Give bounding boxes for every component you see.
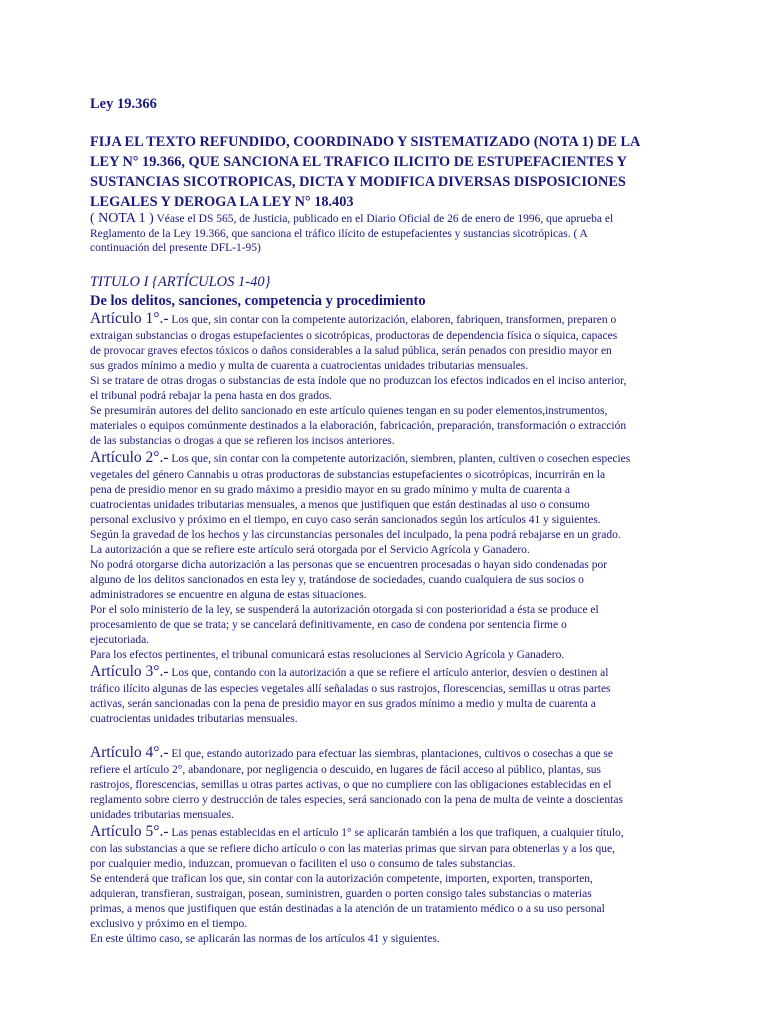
article-1 xyxy=(90,310,680,449)
article-line: tráfico ilícito algunas de las especies vegetales allí señaladas o sus rastrojos, florescencias, semillas u otras partes xyxy=(90,682,611,695)
article-line: cuatrocientas unidades tributarias mensuales, a menos que justifiquen que están destinadas al uso o consumo xyxy=(90,498,590,511)
article-text: El que, estando autorizado para efectuar las siembras, plantaciones, cultivos o cosechas a que se xyxy=(168,747,614,760)
article-line: administradores se encuentre en alguna de estas situaciones. xyxy=(90,588,367,601)
article-first-line xyxy=(90,744,680,763)
article-text: Las penas establecidas en el artículo 1° se aplicarán también a los que trafiquen, a cualquier título, xyxy=(168,826,624,839)
article-line: de provocar graves efectos tóxicos o daños considerables a la salud pública, serán penados con presidio mayor en xyxy=(90,344,612,357)
article-line: Según la gravedad de los hechos y las circunstancias personales del inculpado, la pena podrá rebajarse en un grado. xyxy=(90,528,621,541)
main-title-line: FIJA EL TEXTO REFUNDIDO, COORDINADO Y SISTEMATIZADO (NOTA 1) DE LA xyxy=(90,134,641,150)
article-heading: Artículo 5°.- xyxy=(90,822,169,840)
article-heading: Artículo 1°.- xyxy=(90,309,169,327)
article-first-line xyxy=(90,823,680,842)
article-line: Para los efectos pertinentes, el tribunal comunicará estas resoluciones al Servicio Agrícola y Ganadero. xyxy=(90,648,565,661)
article-line: vegetales del género Cannabis u otras productoras de substancias estupefacientes o sicotrópicas, incurrirán en la xyxy=(90,468,606,481)
section-subtitle: De los delitos, sanciones, competencia y procedimiento xyxy=(90,292,426,309)
article-line: Por el solo ministerio de la ley, se suspenderá la autorización otorgada si con posterioridad a ésta se produce el xyxy=(90,603,599,616)
article-line: unidades tributarias mensuales. xyxy=(90,808,235,821)
law-title: Ley 19.366 xyxy=(90,96,157,112)
article-line: ejecutoriada. xyxy=(90,633,150,646)
paragraph-spacer xyxy=(90,727,680,744)
article-line: materiales o equipos comúnmente destinados a la elaboración, fabricación, preparación, transformación o extracción xyxy=(90,419,627,432)
article-line: de las substancias o drogas a que se refieren los incisos anteriores. xyxy=(90,434,395,447)
article-line: extraigan substancias o drogas estupefacientes o sicotrópicas, productoras de dependencia física o síquica, capaces xyxy=(90,329,618,342)
article-line: Si se tratare de otras drogas o substancias de esta índole que no produzcan los efectos indicados en el inciso anterior, xyxy=(90,374,627,387)
article-3 xyxy=(90,663,680,727)
main-title xyxy=(90,132,680,212)
nota-line: continuación del presente DFL-1-95) xyxy=(90,242,261,254)
nota-paragraph xyxy=(90,212,680,256)
article-line: adquieran, transfieran, sustraigan, posean, suministren, guarden o porten consigo tales substancias o materias xyxy=(90,887,592,900)
article-text: Los que, sin contar con la competente autorización, elaboren, fabriquen, transformen, preparen o xyxy=(168,313,617,326)
article-line: exclusivo y próximo en el tiempo. xyxy=(90,917,248,930)
article-line: el tribunal podrá rebajar la pena hasta en dos grados. xyxy=(90,389,333,402)
article-4 xyxy=(90,744,680,823)
article-line: reglamento sobre cierro y destrucción de tales especies, será sancionado con la pena de multa de veinte a doscientas xyxy=(90,793,623,806)
article-first-line xyxy=(90,449,680,468)
article-first-line xyxy=(90,663,680,682)
article-text: Los que, sin contar con la competente autorización, siembren, planten, cultiven o cosechen especies xyxy=(168,452,631,465)
article-2 xyxy=(90,449,680,663)
article-line: primas, a menos que justifiquen que están destinadas a la atención de un tratamiento médico o a su uso personal xyxy=(90,902,605,915)
article-text: Los que, contando con la autorización a que se refiere el artículo anterior, desvíen o destinen al xyxy=(168,666,609,679)
main-title-line: LEGALES Y DEROGA LA LEY N° 18.403 xyxy=(90,194,354,210)
article-line: cuatrocientas unidades tributarias mensuales. xyxy=(90,712,298,725)
article-line: activas, serán sancionadas con la pena de presidio mayor en sus grados mínimo a medio y multa de cuarenta a xyxy=(90,697,596,710)
article-line: Se entenderá que trafican los que, sin contar con la autorización competente, importen, exporten, transporten, xyxy=(90,872,593,885)
section-title: TITULO I {ARTÍCULOS 1-40} xyxy=(90,273,271,290)
article-line: alguno de los delitos sancionados en esta ley y, tratándose de sociedades, cuando cualquiera de sus socios o xyxy=(90,573,584,586)
article-line: En este último caso, se aplicarán las normas de los artículos 41 y siguientes. xyxy=(90,932,440,945)
article-line: Se presumirán autores del delito sancionado en este artículo quienes tengan en su poder elementos,instrumentos, xyxy=(90,404,608,417)
nota-line: Reglamento de la Ley 19.366, que sanciona el tráfico ilícito de estupefacientes y sustancias sicotrópicas. ( A xyxy=(90,227,588,240)
main-title-line: LEY N° 19.366, QUE SANCIONA EL TRAFICO ILICITO DE ESTUPEFACIENTES Y xyxy=(90,154,627,170)
article-heading: Artículo 2°.- xyxy=(90,448,169,466)
article-line: personal exclusivo y próximo en el tiempo, en cuyo caso serán sancionados según los artículos 41 y siguientes. xyxy=(90,513,601,526)
nota-text: Véase el DS 565, de Justicia, publicado en el Diario Oficial de 26 de enero de 1996, que aprueba el xyxy=(153,213,614,225)
main-title-line: SUSTANCIAS SICOTROPICAS, DICTA Y MODIFICA DIVERSAS DISPOSICIONES xyxy=(90,174,626,190)
article-line: No podrá otorgarse dicha autorización a las personas que se encuentren procesadas o hayan sido condenadas por xyxy=(90,558,608,571)
article-line: refiere el artículo 2°, abandonare, por negligencia o descuido, en lugares de fácil acceso al público, plantas, sus xyxy=(90,763,602,776)
article-line: procesamiento de que se trata; y se cancelará definitivamente, en caso de condena por sentencia firme o xyxy=(90,618,567,631)
nota-label: ( NOTA 1 ) xyxy=(90,211,154,226)
article-line: por cualquier medio, induzcan, promuevan o faciliten el uso o consumo de tales substancias. xyxy=(90,857,516,870)
article-line: rastrojos, florescencias, semillas u otras partes activas, o que no cumpliere con las obligaciones establecidas en el xyxy=(90,778,612,791)
articles-list xyxy=(90,310,680,947)
article-first-line xyxy=(90,310,680,329)
document-page xyxy=(90,96,680,947)
article-heading: Artículo 4°.- xyxy=(90,743,169,761)
article-line: con las substancias a que se refiere dicho artículo o con las materias primas que sirvan para obtenerlas y a los que, xyxy=(90,842,615,855)
article-heading: Artículo 3°.- xyxy=(90,662,169,680)
article-5 xyxy=(90,823,680,947)
article-line: sus grados mínimo a medio y multa de cuarenta a cuatrocientas unidades tributarias mensuales. xyxy=(90,359,529,372)
article-line: pena de presidio menor en su grado máximo a presidio mayor en su grado mínimo y multa de cuarenta a xyxy=(90,483,570,496)
article-line: La autorización a que se refiere este artículo será otorgada por el Servicio Agrícola y Ganadero. xyxy=(90,543,530,556)
